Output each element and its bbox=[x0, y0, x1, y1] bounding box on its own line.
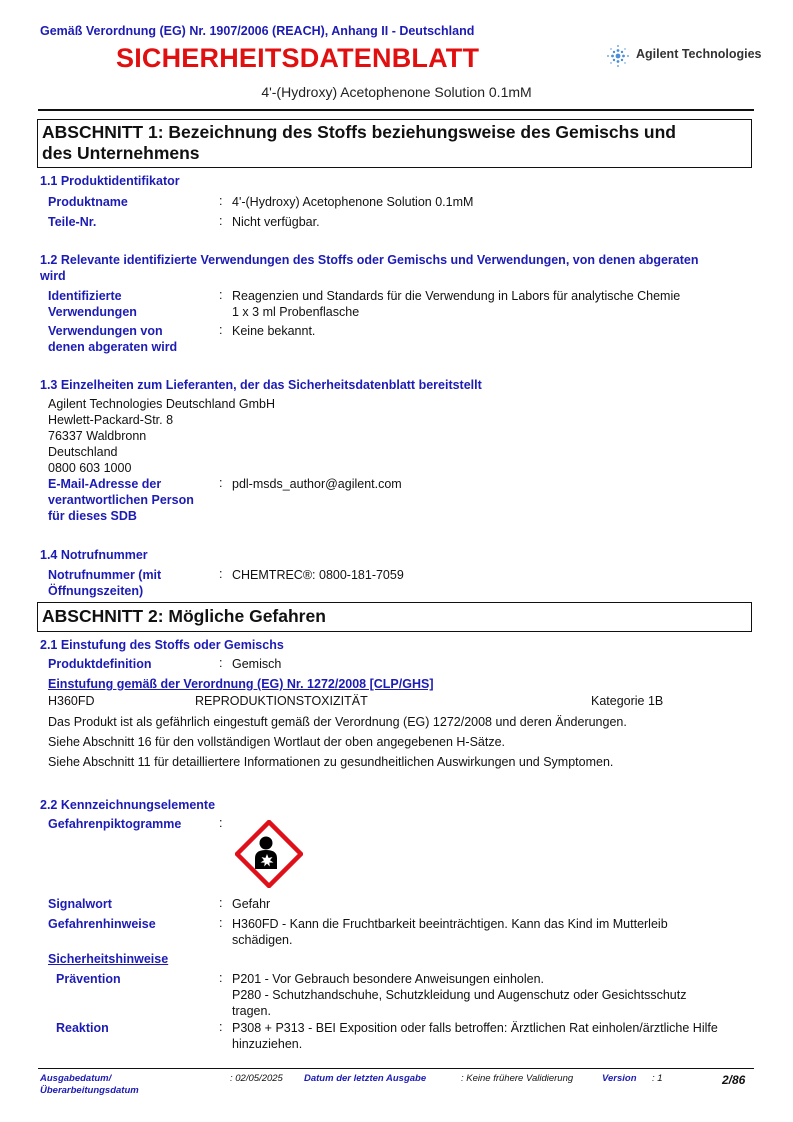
value-line: Reagenzien und Standards für die Verwendung in Labors für analytische Chemie bbox=[232, 289, 681, 303]
ghs08-health-hazard-icon bbox=[235, 820, 303, 888]
produktname-value: 4'-(Hydroxy) Acetophenone Solution 0.1mM bbox=[232, 195, 474, 209]
value-line: P280 - Schutzhandschuhe, Schutzkleidung und Augenschutz oder Gesichtsschutz bbox=[232, 988, 687, 1002]
label-line: verantwortlichen Person bbox=[48, 493, 194, 507]
praevention-value bbox=[232, 971, 686, 1019]
label-line: Verwendungen bbox=[48, 305, 137, 319]
value-line: hinzuziehen. bbox=[232, 1037, 303, 1051]
colon: : bbox=[219, 194, 223, 208]
value-line: H360FD - Kann die Fruchtbarkeit beeinträchtigen. Kann das Kind im Mutterleib bbox=[232, 917, 668, 931]
colon: : bbox=[219, 1020, 223, 1034]
subsection-1-1-title: 1.1 Produktidentifikator bbox=[40, 174, 180, 188]
document-title: SICHERHEITSDATENBLATT bbox=[116, 43, 480, 73]
email-label bbox=[48, 476, 194, 524]
value-line: P308 + P313 - BEI Exposition oder falls betroffen: Ärztlichen Rat einholen/ärztliche Hilfe bbox=[232, 1021, 718, 1035]
notrufnummer-value: CHEMTREC®: 0800-181-7059 bbox=[232, 568, 404, 582]
value-line: P201 - Vor Gebrauch besondere Anweisungen einholen. bbox=[232, 972, 545, 986]
colon: : bbox=[219, 567, 223, 581]
colon: : bbox=[219, 323, 223, 337]
label-line: Ausgabedatum/ bbox=[40, 1073, 112, 1084]
section-2-heading: ABSCHNITT 2: Mögliche Gefahren bbox=[37, 602, 752, 632]
praevention-label: Prävention bbox=[56, 972, 121, 986]
address-line: Hewlett-Packard-Str. 8 bbox=[48, 413, 174, 427]
label-line: E-Mail-Adresse der bbox=[48, 477, 162, 491]
brand-name: Agilent Technologies bbox=[636, 47, 762, 61]
colon: : bbox=[219, 971, 223, 985]
subsection-1-3-title: 1.3 Einzelheiten zum Lieferanten, der das Sicherheitsdatenblatt bereitstellt bbox=[40, 378, 482, 392]
hazard-class: REPRODUKTIONSTOXIZITÄT bbox=[195, 694, 368, 708]
abgeratene-verwendungen-label bbox=[48, 323, 177, 355]
teile-nr-value: Nicht verfügbar. bbox=[232, 215, 320, 229]
gefahrenpiktogramme-label: Gefahrenpiktogramme bbox=[48, 817, 182, 831]
subsection-2-1-title: 2.1 Einstufung des Stoffs oder Gemischs bbox=[40, 638, 284, 652]
abgeratene-verwendungen-value: Keine bekannt. bbox=[232, 324, 316, 338]
issue-date-value: : 02/05/2025 bbox=[230, 1073, 283, 1084]
value-line: 1 x 3 ml Probenflasche bbox=[232, 305, 360, 319]
colon: : bbox=[219, 288, 223, 302]
regulation-line: Gemäß Verordnung (EG) Nr. 1907/2006 (REACH), Anhang II - Deutschland bbox=[40, 24, 475, 38]
produktdefinition-value: Gemisch bbox=[232, 657, 282, 671]
colon: : bbox=[219, 896, 223, 910]
email-value[interactable]: pdl-msds_author@agilent.com bbox=[232, 477, 402, 491]
page-number: 2/86 bbox=[722, 1073, 746, 1087]
gefahrenhinweise-value bbox=[232, 916, 668, 948]
subsection-1-2-title bbox=[40, 252, 755, 284]
teile-nr-label: Teile-Nr. bbox=[48, 215, 97, 229]
section-1-heading-line2: des Unternehmens bbox=[42, 143, 200, 163]
signalwort-label: Signalwort bbox=[48, 897, 112, 911]
classification-text-1: Das Produkt ist als gefährlich eingestuft gemäß der Verordnung (EG) 1272/2008 und deren Änderungen. bbox=[48, 715, 627, 729]
subsection-1-4-title: 1.4 Notrufnummer bbox=[40, 548, 148, 562]
colon: : bbox=[219, 214, 223, 228]
reaktion-value bbox=[232, 1020, 718, 1052]
issue-date-label bbox=[40, 1073, 139, 1097]
product-subtitle: 4'-(Hydroxy) Acetophenone Solution 0.1mM bbox=[261, 84, 532, 100]
label-line: Notrufnummer (mit bbox=[48, 568, 162, 582]
label-line: Identifizierte bbox=[48, 289, 122, 303]
notrufnummer-label bbox=[48, 567, 161, 599]
label-line: Öffnungszeiten) bbox=[48, 584, 144, 598]
colon: : bbox=[219, 656, 223, 670]
label-line: Verwendungen von bbox=[48, 324, 163, 338]
classification-text-2: Siehe Abschnitt 16 für den vollständigen Wortlaut der oben angegebenen H-Sätze. bbox=[48, 735, 506, 749]
identifizierte-verwendungen-label bbox=[48, 288, 137, 320]
gefahrenhinweise-label: Gefahrenhinweise bbox=[48, 917, 156, 931]
label-line: Überarbeitungsdatum bbox=[40, 1085, 139, 1096]
colon: : bbox=[219, 816, 223, 830]
address-phone: 0800 603 1000 bbox=[48, 461, 132, 475]
sicherheitshinweise-heading: Sicherheitshinweise bbox=[48, 952, 169, 966]
header-divider bbox=[38, 109, 754, 111]
colon: : bbox=[219, 916, 223, 930]
classification-text-3: Siehe Abschnitt 11 für detailliertere Informationen zu gesundheitlichen Auswirkungen und Symptomen. bbox=[48, 755, 614, 769]
signalwort-value: Gefahr bbox=[232, 897, 271, 911]
hazard-code: H360FD bbox=[48, 694, 95, 708]
label-line: denen abgeraten wird bbox=[48, 340, 178, 354]
section-1-heading bbox=[37, 119, 752, 168]
agilent-spark-icon bbox=[604, 42, 632, 70]
last-issue-value: : Keine frühere Validierung bbox=[461, 1073, 574, 1084]
subsection-1-2-title-line2: wird bbox=[40, 269, 66, 283]
hazard-category: Kategorie 1B bbox=[591, 694, 664, 708]
address-line: Agilent Technologies Deutschland GmbH bbox=[48, 397, 275, 411]
label-line: für dieses SDB bbox=[48, 509, 137, 523]
subsection-1-2-title-line1: 1.2 Relevante identifizierte Verwendungen des Stoffs oder Gemischs und Verwendungen, von denen abgeraten bbox=[40, 253, 699, 267]
version-value: : 1 bbox=[652, 1073, 663, 1084]
clp-classification-heading: Einstufung gemäß der Verordnung (EG) Nr. 1272/2008 [CLP/GHS] bbox=[48, 677, 434, 691]
address-line: 76337 Waldbronn bbox=[48, 429, 147, 443]
reaktion-label: Reaktion bbox=[56, 1021, 109, 1035]
value-line: tragen. bbox=[232, 1004, 271, 1018]
last-issue-label: Datum der letzten Ausgabe bbox=[304, 1073, 427, 1084]
section-1-heading-line1: ABSCHNITT 1: Bezeichnung des Stoffs beziehungsweise des Gemischs und bbox=[42, 122, 676, 142]
produktname-label: Produktname bbox=[48, 195, 128, 209]
version-label: Version bbox=[602, 1073, 637, 1084]
footer-divider bbox=[38, 1068, 754, 1069]
subsection-2-2-title: 2.2 Kennzeichnungselemente bbox=[40, 798, 216, 812]
colon: : bbox=[219, 476, 223, 490]
produktdefinition-label: Produktdefinition bbox=[48, 657, 152, 671]
supplier-address bbox=[48, 396, 275, 476]
address-line: Deutschland bbox=[48, 445, 118, 459]
identifizierte-verwendungen-value bbox=[232, 288, 680, 320]
value-line: schädigen. bbox=[232, 933, 293, 947]
agilent-logo bbox=[604, 42, 762, 70]
